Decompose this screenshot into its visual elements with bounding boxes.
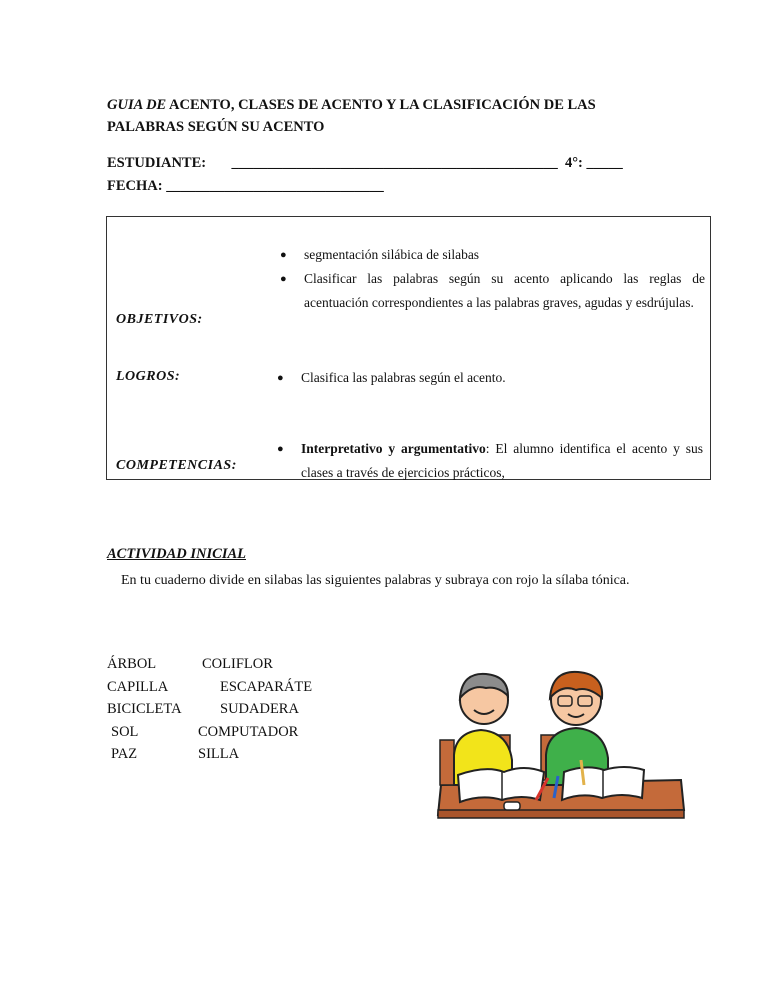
word-right-3: SUDADERA bbox=[220, 701, 299, 717]
objetivo-text-2: Clasificar las palabras según su acento aplicando las reglas de acentuación correspondientes a las palabras graves, agudas y esdrújulas. bbox=[304, 271, 705, 310]
bullet-icon: ● bbox=[280, 249, 287, 261]
competencias-rest: : El alumno identifica el acento y sus clases a través de ejercicios prácticos, bbox=[301, 441, 703, 480]
word-left-3: BICICLETA bbox=[107, 701, 182, 717]
student-line: ESTUDIANTE: _____________________________________________ 4°: _____ bbox=[107, 155, 623, 171]
title-rest: ACENTO, CLASES DE ACENTO Y LA CLASIFICACIÓN DE LAS PALABRAS SEGÚN SU ACENTO bbox=[107, 97, 596, 135]
activity-title: ACTIVIDAD INICIAL bbox=[107, 546, 246, 562]
document-title bbox=[107, 94, 667, 138]
objetivos-list bbox=[280, 243, 705, 315]
competencias-bold: Interpretativo y argumentativo bbox=[301, 441, 486, 456]
competencias-text bbox=[301, 437, 703, 485]
competencias-label: COMPETENCIAS: bbox=[116, 458, 237, 473]
title-italic: GUIA DE bbox=[107, 97, 167, 113]
word-left-1: ÁRBOL bbox=[107, 656, 157, 672]
objetivo-text-1: segmentación silábica de silabas bbox=[304, 247, 480, 262]
competencias-item bbox=[277, 437, 703, 485]
word-right-2: ESCAPARÁTE bbox=[220, 679, 313, 695]
word-right-5: SILLA bbox=[198, 746, 240, 762]
word-right-1: COLIFLOR bbox=[202, 656, 273, 672]
word-left-2: CAPILLA bbox=[107, 679, 169, 695]
activity-instruction: En tu cuaderno divide en silabas las siguientes palabras y subraya con rojo la sílaba tónica. bbox=[121, 573, 630, 588]
bullet-icon: ● bbox=[277, 372, 284, 384]
bullet-icon: ● bbox=[280, 273, 287, 285]
students-illustration bbox=[436, 660, 686, 820]
objetivos-item bbox=[280, 243, 705, 267]
date-line: FECHA: ______________________________ bbox=[107, 178, 384, 194]
bullet-icon: ● bbox=[277, 443, 284, 455]
objetivos-label: OBJETIVOS: bbox=[116, 312, 203, 327]
word-right-4: COMPUTADOR bbox=[198, 724, 299, 740]
logros-label: LOGROS: bbox=[116, 369, 181, 384]
objetivos-item bbox=[280, 267, 705, 315]
word-left-5: PAZ bbox=[111, 746, 138, 762]
word-left-4: SOL bbox=[111, 724, 139, 740]
logros-item bbox=[277, 366, 506, 390]
logros-text: Clasifica las palabras según el acento. bbox=[301, 370, 506, 385]
